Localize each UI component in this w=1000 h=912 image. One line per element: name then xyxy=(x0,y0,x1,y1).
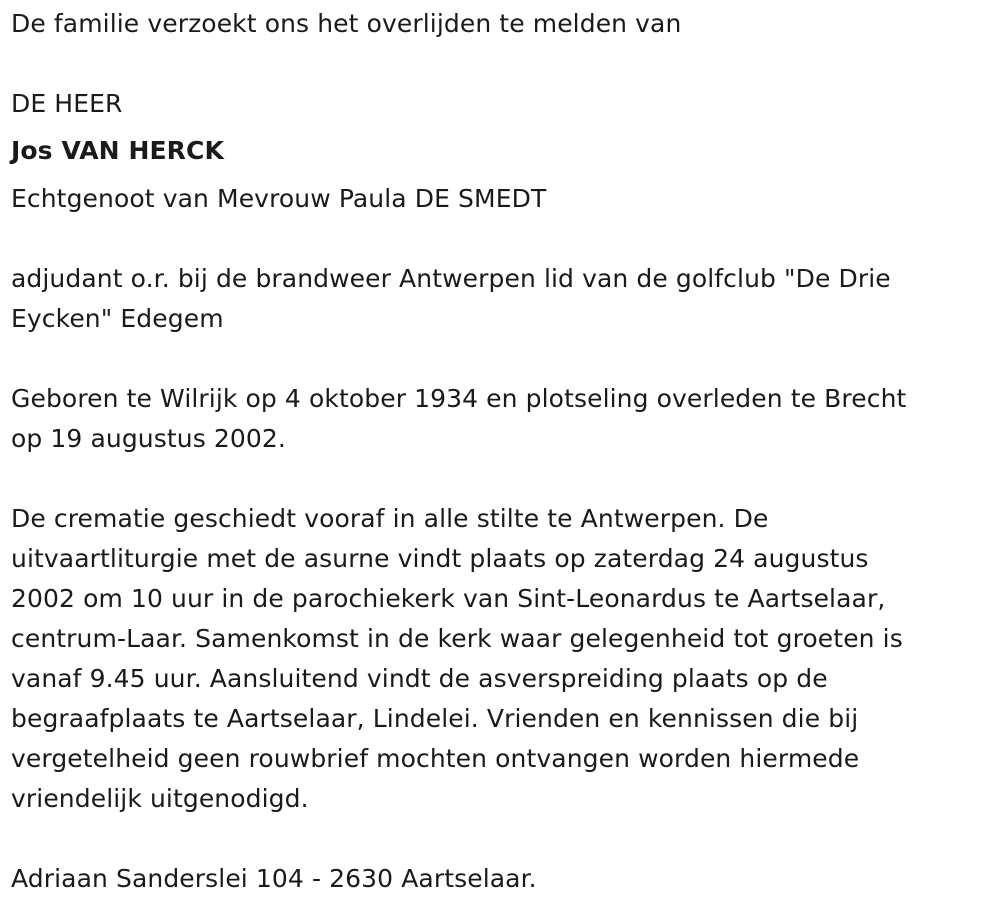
spacer xyxy=(11,219,986,259)
occupation-paragraph: adjudant o.r. bij de brandweer Antwerpen lid van de golfclub "De Drie Eycken" Edegem xyxy=(11,264,891,333)
address-line: Adriaan Sanderslei 104 - 2630 Aartselaar. xyxy=(11,864,537,893)
ceremony-paragraph: De crematie geschiedt vooraf in alle stilte te Antwerpen. De uitvaartliturgie met de asurne vindt plaats op zaterdag 24 augustus 2002 om 10 uur in de parochiekerk van Sint-Leonardus te Aartselaar, centrum-Laar. Samenkomst in de kerk waar gelegenheid tot groeten is vanaf 9.45 uur. Aansluitend vindt de asverspreiding plaats op de begraafplaats te Aartselaar, Lindelei. Vrienden en kennissen die bij vergetelheid geen rouwbrief mochten ontvangen worden hiermede vriendelijk uitgenodigd. xyxy=(11,504,903,813)
death-notice xyxy=(11,0,986,899)
deceased-name: Jos VAN HERCK xyxy=(11,136,224,165)
spacer xyxy=(11,339,986,379)
spacer xyxy=(11,459,986,499)
spacer xyxy=(11,44,986,84)
salutation: DE HEER xyxy=(11,89,123,118)
spacer xyxy=(11,819,986,859)
spouse-line: Echtgenoot van Mevrouw Paula DE SMEDT xyxy=(11,184,547,213)
birth-death-paragraph: Geboren te Wilrijk op 4 oktober 1934 en plotseling overleden te Brecht op 19 augustus 2002. xyxy=(11,384,907,453)
intro-text: De familie verzoekt ons het overlijden te melden van xyxy=(11,9,682,38)
